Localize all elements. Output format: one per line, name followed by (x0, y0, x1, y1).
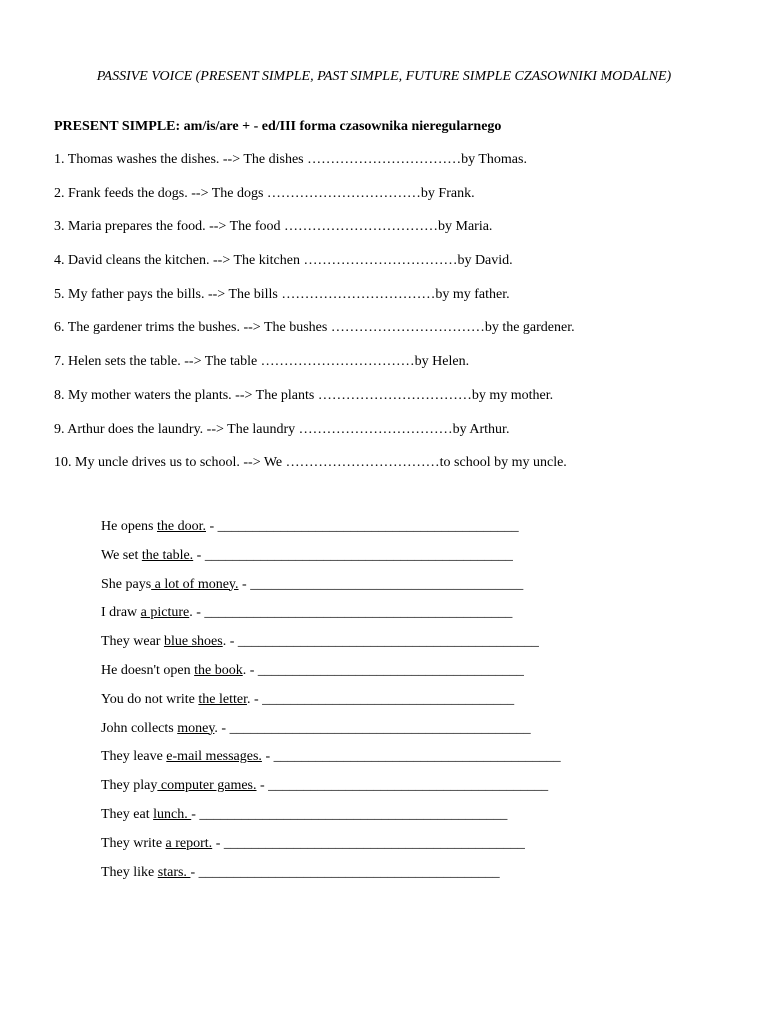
exercise-1-item: 1. Thomas washes the dishes. --> The dishes ……………………………by Thomas. (54, 152, 527, 167)
exercise-2-item (101, 720, 561, 749)
sentence-start: They like (101, 864, 158, 880)
sentence-start: They wear (101, 634, 164, 650)
exercise-2-item (101, 864, 561, 893)
exercise-2-item (101, 835, 561, 864)
exercise-2-item (101, 662, 561, 691)
exercise-1-item: 8. My mother waters the plants. --> The plants ……………………………by my mother. (54, 387, 554, 403)
exercise-2-item (101, 604, 561, 633)
exercise-1-item: 3. Maria prepares the food. --> The food ……………………………by Maria. (54, 219, 493, 235)
sentence-start: They play (101, 778, 158, 794)
exercise-2-item (101, 547, 561, 576)
underlined-object: computer games. (157, 778, 257, 794)
answer-blank: . - ______________________________________ (242, 662, 524, 678)
underlined-object: the book (194, 662, 243, 678)
underlined-object: a picture (140, 605, 190, 621)
sentence-start: I draw (101, 605, 141, 621)
underlined-object: a lot of money. (151, 576, 239, 592)
sentence-start: We set (101, 547, 142, 563)
exercise-2-item (101, 576, 561, 605)
exercise-1-item: 6. The gardener trims the bushes. --> The bushes ……………………………by the gardener. (54, 320, 575, 336)
underlined-object: stars. (157, 864, 191, 880)
answer-blank: - _________________________________________ (261, 749, 561, 765)
sentence-start: He doesn't open (101, 662, 195, 678)
answer-blank: . - ____________________________________ (246, 691, 515, 707)
exercise-2-item (101, 748, 561, 777)
sentence-start: John collects (101, 720, 178, 736)
answer-blank: - ___________________________________________ (206, 519, 519, 534)
exercise-2-item (101, 518, 561, 547)
exercise-2-item (101, 777, 561, 806)
underlined-object: blue shoes (163, 634, 223, 650)
sentence-start: He opens (101, 519, 157, 534)
sentence-start: You do not write (101, 691, 199, 707)
answer-blank: . - ___________________________________________ (222, 634, 539, 650)
exercise-2-item (101, 806, 561, 835)
underlined-object: e-mail messages. (166, 749, 262, 765)
answer-blank: . - ___________________________________________ (214, 720, 531, 736)
sentence-start: She pays (101, 576, 152, 592)
sentence-start: They leave (101, 749, 167, 765)
exercise-1-item: 2. Frank feeds the dogs. --> The dogs ……………………………by Frank. (54, 185, 475, 201)
underlined-object: the table. (141, 547, 194, 563)
exercise-1-list (54, 151, 575, 488)
exercise-2-item (101, 691, 561, 720)
exercise-1-item: 4. David cleans the kitchen. --> The kitchen ……………………………by David. (54, 253, 513, 269)
exercise-1-item: 10. My uncle drives us to school. --> We ……………………………to school by my uncle. (54, 455, 567, 471)
answer-blank: . - ____________________________________________ (189, 605, 513, 621)
underlined-object: the letter (198, 691, 247, 707)
answer-blank: - ________________________________________ (256, 778, 549, 794)
answer-blank: - ___________________________________________ (190, 864, 500, 880)
exercise-2-item (101, 633, 561, 662)
underlined-object: money (177, 720, 215, 736)
answer-blank: - ___________________________________________ (212, 835, 525, 851)
answer-blank: - ____________________________________________ (193, 547, 513, 563)
answer-blank: - _______________________________________ (238, 576, 524, 592)
exercise-1-item: 7. Helen sets the table. --> The table ……………………………by Helen. (54, 354, 470, 370)
underlined-object: a report. (165, 835, 213, 851)
underlined-object: the door. (157, 519, 206, 534)
answer-blank: - ____________________________________________ (191, 806, 508, 822)
section-heading: PRESENT SIMPLE: am/is/are + - ed/III forma czasownika nieregularnego (54, 119, 502, 134)
exercise-1-item: 9. Arthur does the laundry. --> The laundry ……………………………by Arthur. (54, 421, 510, 437)
page-title: PASSIVE VOICE (PRESENT SIMPLE, PAST SIMPLE, FUTURE SIMPLE CZASOWNIKI MODALNE) (96, 69, 672, 84)
sentence-start: They write (101, 835, 166, 851)
underlined-object: lunch. (153, 806, 192, 822)
exercise-2-list (101, 518, 561, 892)
sentence-start: They eat (101, 806, 154, 822)
exercise-1-item: 5. My father pays the bills. --> The bills ……………………………by my father. (54, 286, 510, 302)
